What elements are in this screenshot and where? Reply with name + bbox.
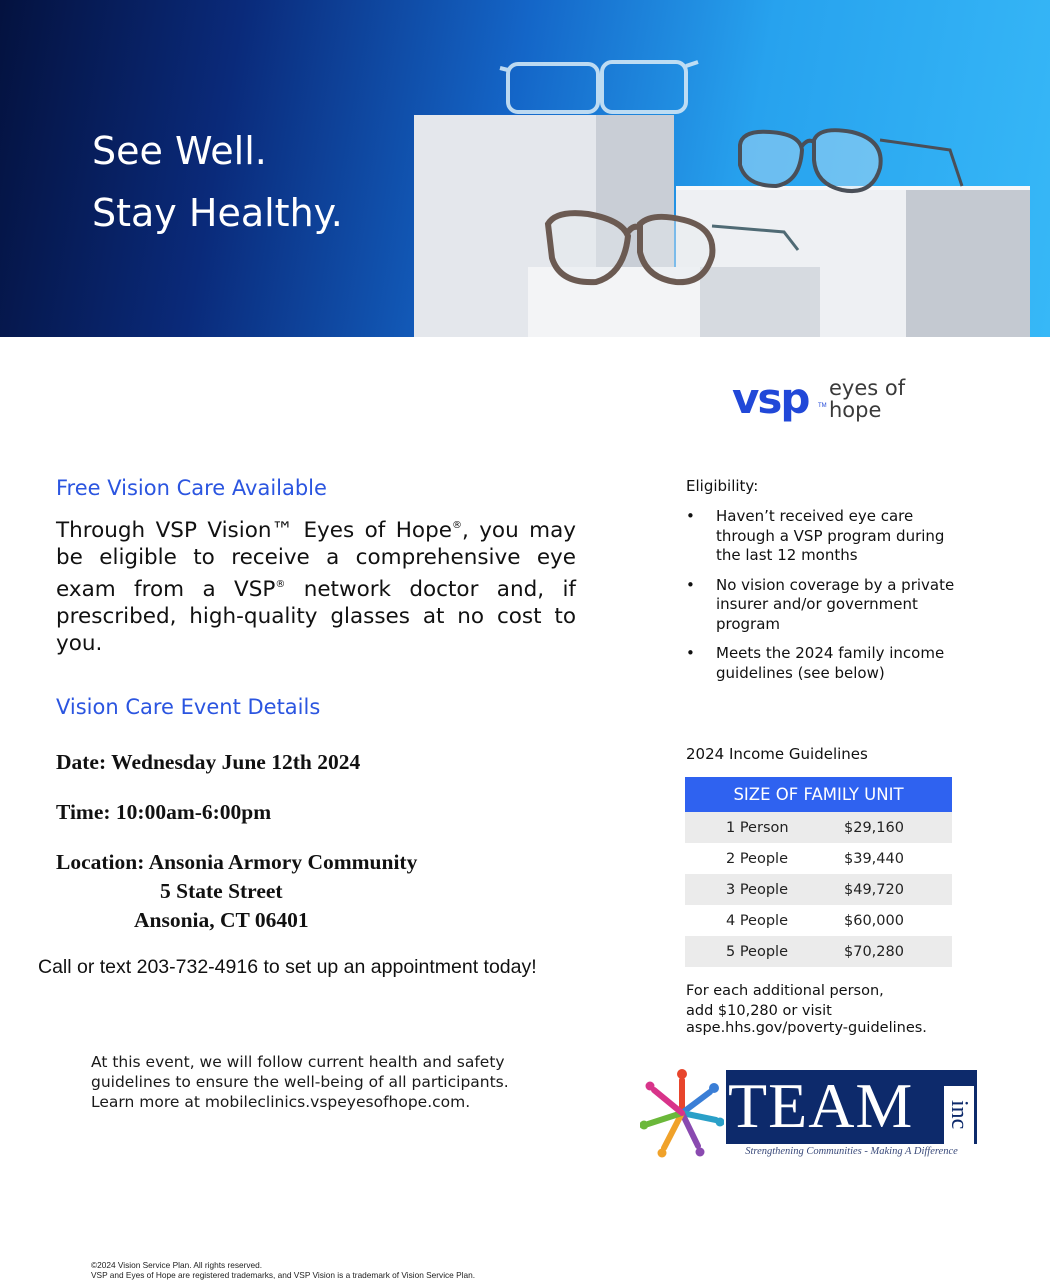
family-size-cell: 5 People — [685, 936, 835, 967]
poverty-guidelines-link[interactable]: aspe.hhs.gov/poverty-guidelines. — [686, 1020, 927, 1036]
team-wordmark-box — [726, 1070, 977, 1144]
hero-banner — [0, 0, 1050, 337]
bullet-icon: • — [686, 644, 695, 662]
eligibility-item-text: No vision coverage by a private insurer and/or government program — [716, 575, 955, 633]
income-amount-cell: $29,160 — [835, 812, 952, 843]
event-location-3: Ansonia, CT 06401 — [134, 908, 309, 932]
income-amount-cell: $39,440 — [844, 850, 904, 867]
income-heading: 2024 Income Guidelines — [686, 745, 868, 763]
learn-more-link[interactable]: mobileclinics.vspeyesofhope.com — [204, 1093, 466, 1111]
footer-line-1: ©2024 Vision Service Plan. All rights reserved. — [91, 1260, 263, 1270]
family-size-cell: 3 People — [685, 874, 835, 905]
income-table-header: SIZE OF FAMILY UNIT — [685, 777, 952, 812]
footer-legal — [91, 1260, 475, 1280]
hero-headline — [92, 120, 343, 244]
vsp-logo-line-1: eyes of — [829, 376, 906, 400]
offer-text-a: Through VSP Vision — [56, 518, 272, 543]
table-row — [685, 812, 952, 843]
event-time: Time: 10:00am-6:00pm — [56, 800, 272, 824]
offer-tm: ™ — [271, 518, 294, 543]
offer-text-c: , you may be eligible to receive a comprehensive eye exam from a VSP — [56, 518, 576, 602]
offer-text-b: Eyes of Hope — [293, 518, 452, 543]
notice-text: At this event, we will follow current health and safety guidelines to ensure the well-being of all participants. — [91, 1053, 509, 1091]
vsp-logo-line-2: hope — [829, 398, 882, 422]
bullet-icon: • — [686, 575, 695, 594]
event-location-1: Location: Ansonia Armory Community — [56, 850, 418, 874]
income-note-1: For each additional person, — [686, 983, 884, 999]
income-table-header-row — [685, 777, 952, 812]
event-heading: Vision Care Event Details — [56, 695, 321, 719]
eligibility-item-text: Meets the 2024 family income guidelines (see below) — [716, 644, 945, 682]
notice-learn-prefix: Learn more at — [91, 1093, 205, 1111]
income-amount-cell: $49,720 — [835, 874, 952, 905]
offer-description — [56, 512, 576, 657]
vsp-logo-mark: vsp — [732, 374, 809, 423]
table-row — [685, 843, 952, 874]
eligibility-list — [686, 507, 956, 693]
health-safety-notice — [91, 1052, 561, 1112]
bullet-icon: • — [686, 507, 695, 525]
family-size-cell: 4 People — [726, 912, 789, 929]
vsp-logo-text — [829, 377, 905, 421]
offer-text-d: network doctor and, if prescribed, high-quality glasses at no cost to you. — [56, 577, 576, 656]
income-amount-cell: $70,280 — [835, 936, 952, 967]
notice-learn-suffix: . — [465, 1093, 471, 1111]
vsp-eyes-of-hope-logo — [732, 376, 932, 426]
offer-heading: Free Vision Care Available — [56, 476, 327, 500]
income-note — [686, 983, 956, 1037]
eligibility-item-text: Haven’t received eye care through a VSP program during the last 12 months — [716, 507, 945, 564]
eligibility-item — [686, 507, 956, 566]
event-date: Date: Wednesday June 12th 2024 — [56, 750, 361, 774]
event-location-2: 5 State Street — [160, 879, 283, 903]
eligibility-item — [686, 644, 956, 683]
table-row — [685, 874, 952, 905]
table-row — [685, 936, 952, 967]
offer-reg-2: ® — [275, 579, 286, 590]
vsp-trademark: TM — [818, 403, 827, 409]
family-size-cell: 1 Person — [685, 812, 835, 843]
team-wordmark: TEAM — [728, 1070, 914, 1141]
table-row — [685, 905, 952, 936]
income-note-2: add $10,280 or visit — [686, 1003, 832, 1019]
offer-reg-1: ® — [451, 520, 462, 531]
hero-line-2: Stay Healthy. — [92, 191, 343, 235]
team-people-icon — [640, 1068, 724, 1158]
team-tagline: Strengthening Communities - Making A Difference — [745, 1146, 958, 1157]
family-size-cell: 2 People — [726, 850, 789, 867]
hero-line-1: See Well. — [92, 129, 267, 173]
income-amount-cell: $60,000 — [844, 912, 904, 929]
footer-line-2: VSP and Eyes of Hope are registered trademarks, and VSP Vision is a trademark of Vision Service Plan. — [91, 1270, 476, 1280]
call-to-action: Call or text 203-732-4916 to set up an appointment today! — [38, 956, 537, 978]
eligibility-heading: Eligibility: — [686, 477, 759, 495]
team-inc-logo — [640, 1064, 980, 1164]
eligibility-item — [686, 576, 956, 635]
income-table — [685, 777, 952, 967]
team-inc-suffix: inc — [944, 1086, 974, 1144]
